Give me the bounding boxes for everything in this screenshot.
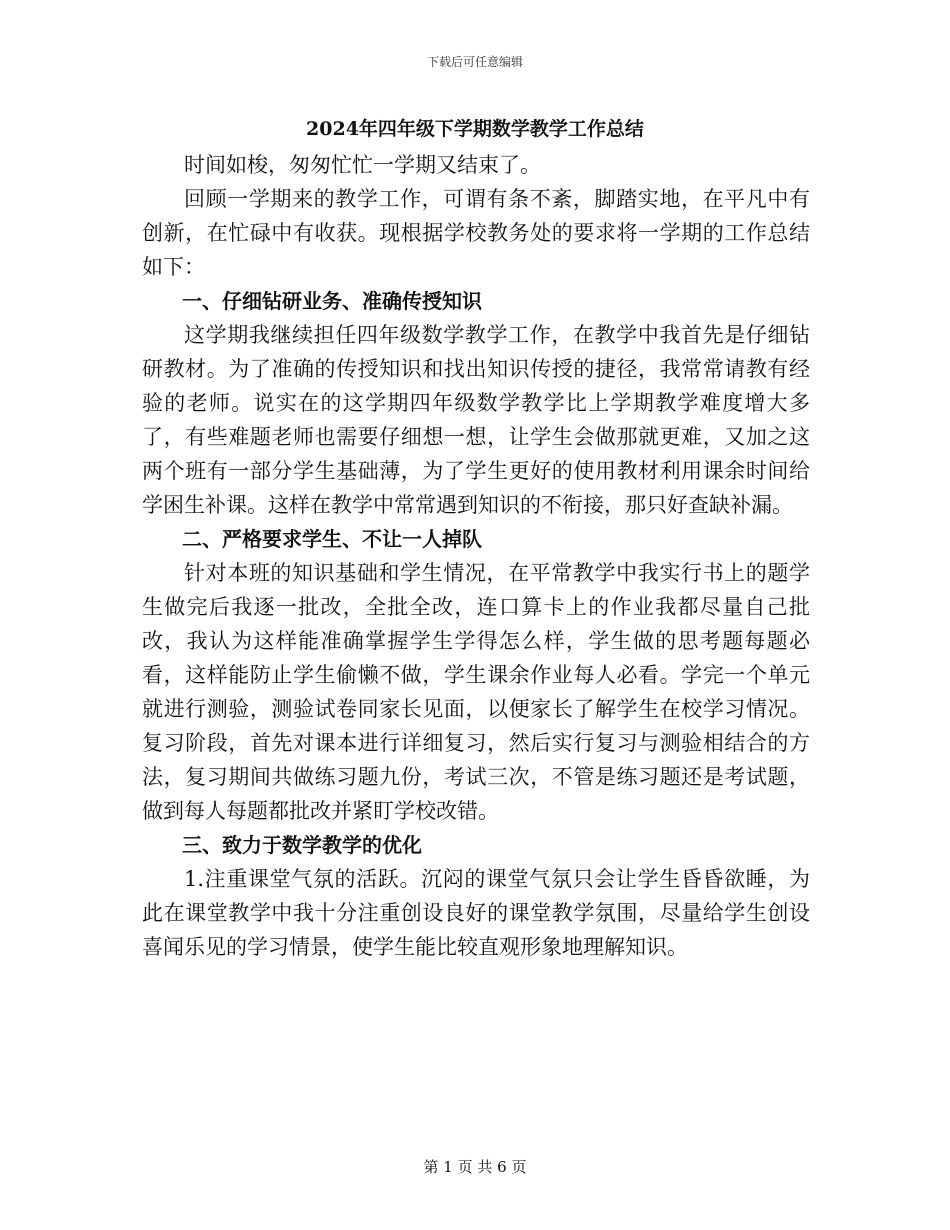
section-heading-1: 一、仔细钻研业务、准确传授知识 xyxy=(182,289,482,313)
document-title: 2024年四年级下学期数学教学工作总结 xyxy=(306,118,644,140)
page-footer: 第 1 页 共 6 页 xyxy=(423,1158,527,1176)
paragraph-review: 回顾一学期来的教学工作，可谓有条不紊，脚踏实地，在平凡中有创新，在忙碌中有收获。现根据学校教务处的要求将一学期的工作总结如下： xyxy=(142,187,810,279)
document-body xyxy=(142,148,810,964)
paragraph-intro: 时间如梭，匆匆忙忙一学期又结束了。 xyxy=(184,153,541,177)
paragraph-section-3-item-1: 1.注重课堂气氛的活跃。沉闷的课堂气氛只会让学生昏昏欲睡，为此在课堂教学中我十分注重创设良好的课堂教学氛围，尽量给学生创设喜闻乐见的学习情景，使学生能比较直观形象地理解知识。 xyxy=(142,867,810,959)
page-header: 下载后可任意编辑 xyxy=(426,55,523,69)
section-heading-3: 三、致力于数学教学的优化 xyxy=(182,833,422,857)
paragraph-section-2: 针对本班的知识基础和学生情况，在平常教学中我实行书上的题学生做完后我逐一批改，全批全改，连口算卡上的作业我都尽量自己批改，我认为这样能准确掌握学生学得怎么样，学生做的思考题每题必看，这样能防止学生偷懒不做，学生课余作业每人必看。学完一个单元就进行测验，测验试卷同家长见面，以便家长了解学生在校学习情况。复习阶段，首先对课本进行详细复习，然后实行复习与测验相结合的方法，复习期间共做练习题九份，考试三次，不管是练习题还是考试题，做到每人每题都批改并紧盯学校改错。 xyxy=(142,561,810,823)
paragraph-section-1: 这学期我继续担任四年级数学教学工作，在教学中我首先是仔细钻研教材。为了准确的传授知识和找出知识传授的捷径，我常常请教有经验的老师。说实在的这学期四年级数学教学比上学期教学难度增大多了，有些难题老师也需要仔细想一想，让学生会做那就更难，又加之这两个班有一部分学生基础薄，为了学生更好的使用教材利用课余时间给学困生补课。这样在教学中常常遇到知识的不衔接，那只好查缺补漏。 xyxy=(142,323,810,517)
section-heading-2: 二、严格要求学生、不让一人掉队 xyxy=(182,527,482,551)
